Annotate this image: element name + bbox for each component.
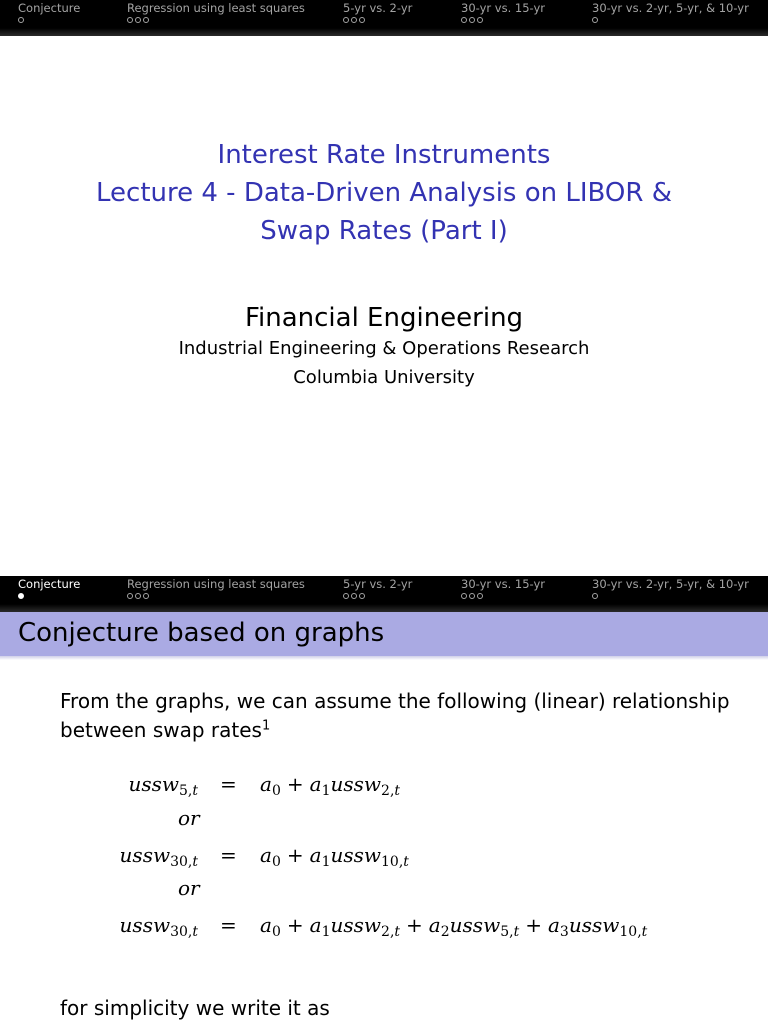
equals-sign: =	[220, 843, 237, 867]
nav-section-label: Regression using least squares	[127, 1, 305, 15]
nav-section-30yr-vs-multi[interactable]	[592, 1, 749, 23]
nav-slide-dot[interactable]	[143, 593, 149, 599]
author: Financial Engineering	[244, 303, 524, 333]
equation-1	[0, 772, 768, 802]
nav-slide-dot[interactable]	[469, 593, 475, 599]
footnote-mark: 1	[261, 718, 271, 734]
institute-line: Industrial Engineering & Operations Research	[178, 338, 590, 359]
nav-slide-dot[interactable]	[461, 593, 467, 599]
navigation-bar	[0, 576, 768, 612]
nav-section-30yr-vs-15yr[interactable]	[461, 577, 545, 599]
nav-slide-dot[interactable]	[592, 593, 598, 599]
nav-section-label: 5-yr vs. 2-yr	[343, 577, 413, 591]
or-text: or	[178, 876, 200, 900]
nav-slide-dot[interactable]	[477, 17, 483, 23]
nav-slide-dot[interactable]	[343, 17, 349, 23]
nav-slide-dot[interactable]	[18, 17, 24, 23]
equation-2	[0, 843, 768, 873]
nav-section-regression[interactable]	[127, 577, 305, 599]
content-slide	[0, 576, 768, 1024]
presentation-title	[0, 136, 768, 250]
nav-slide-dot[interactable]	[127, 593, 133, 599]
title-line: Swap Rates (Part I)	[260, 216, 508, 246]
equation-lhs: ussw$_{5,t}$	[128, 772, 198, 799]
nav-slide-dot[interactable]	[461, 17, 467, 23]
nav-slide-dot[interactable]	[359, 593, 365, 599]
equation-lhs: ussw$_{30,t}$	[119, 913, 198, 940]
nav-slide-dot[interactable]	[135, 593, 141, 599]
title-line: Interest Rate Instruments	[217, 140, 551, 170]
nav-section-label: 30-yr vs. 2-yr, 5-yr, & 10-yr	[592, 577, 749, 591]
or-text: or	[178, 806, 200, 830]
nav-section-conjecture[interactable]	[18, 1, 80, 23]
closing-text: for simplicity we write it as	[60, 996, 330, 1020]
nav-section-label: Conjecture	[18, 577, 81, 591]
nav-slide-dot[interactable]	[135, 17, 141, 23]
nav-section-5yr-vs-2yr[interactable]	[343, 577, 412, 599]
title-line: Lecture 4 - Data-Driven Analysis on LIBOR &	[96, 178, 672, 208]
nav-section-regression[interactable]	[127, 1, 305, 23]
nav-section-label: Regression using least squares	[127, 577, 305, 591]
intro-paragraph	[60, 687, 740, 745]
equation-rhs: $a_0$ + $a_1ussw_{2,t}$	[260, 772, 401, 799]
nav-slide-dot[interactable]	[477, 593, 483, 599]
nav-slide-dot-current[interactable]	[18, 593, 24, 599]
navigation-bar	[0, 0, 768, 36]
or-separator	[0, 806, 768, 836]
nav-slide-dot[interactable]	[469, 17, 475, 23]
equals-sign: =	[220, 772, 237, 796]
nav-section-label: 30-yr vs. 15-yr	[461, 577, 545, 591]
intro-line: between swap rates	[60, 718, 262, 742]
nav-slide-dot[interactable]	[351, 593, 357, 599]
intro-line: From the graphs, we can assume the following (linear) relationship	[60, 689, 730, 713]
equation-lhs: ussw$_{30,t}$	[119, 843, 198, 870]
nav-section-label: 30-yr vs. 2-yr, 5-yr, & 10-yr	[592, 1, 749, 15]
equals-sign: =	[220, 913, 237, 937]
or-separator	[0, 876, 768, 906]
nav-slide-dot[interactable]	[359, 17, 365, 23]
nav-slide-dot[interactable]	[351, 17, 357, 23]
frame-title: Conjecture based on graphs	[18, 618, 385, 648]
nav-slide-dot[interactable]	[343, 593, 349, 599]
nav-section-label: Conjecture	[18, 1, 81, 15]
frame-title-bar	[0, 612, 768, 656]
nav-slide-dot[interactable]	[127, 17, 133, 23]
equation-3	[0, 913, 768, 943]
nav-section-5yr-vs-2yr[interactable]	[343, 1, 412, 23]
nav-section-conjecture[interactable]	[18, 577, 80, 599]
nav-section-label: 5-yr vs. 2-yr	[343, 1, 413, 15]
nav-section-30yr-vs-15yr[interactable]	[461, 1, 545, 23]
institute-line: Columbia University	[293, 367, 475, 388]
equation-rhs: $a_0$ + $a_1ussw_{10,t}$	[260, 843, 409, 870]
nav-slide-dot[interactable]	[143, 17, 149, 23]
nav-section-label: 30-yr vs. 15-yr	[461, 1, 545, 15]
nav-section-30yr-vs-multi[interactable]	[592, 577, 749, 599]
nav-slide-dot[interactable]	[592, 17, 598, 23]
frame-title-shadow	[0, 656, 768, 660]
equation-rhs: $a_0$ + $a_1ussw_{2,t}$ + $a_2ussw_{5,t}$ + $a_3ussw_{10,t}$	[260, 913, 648, 940]
